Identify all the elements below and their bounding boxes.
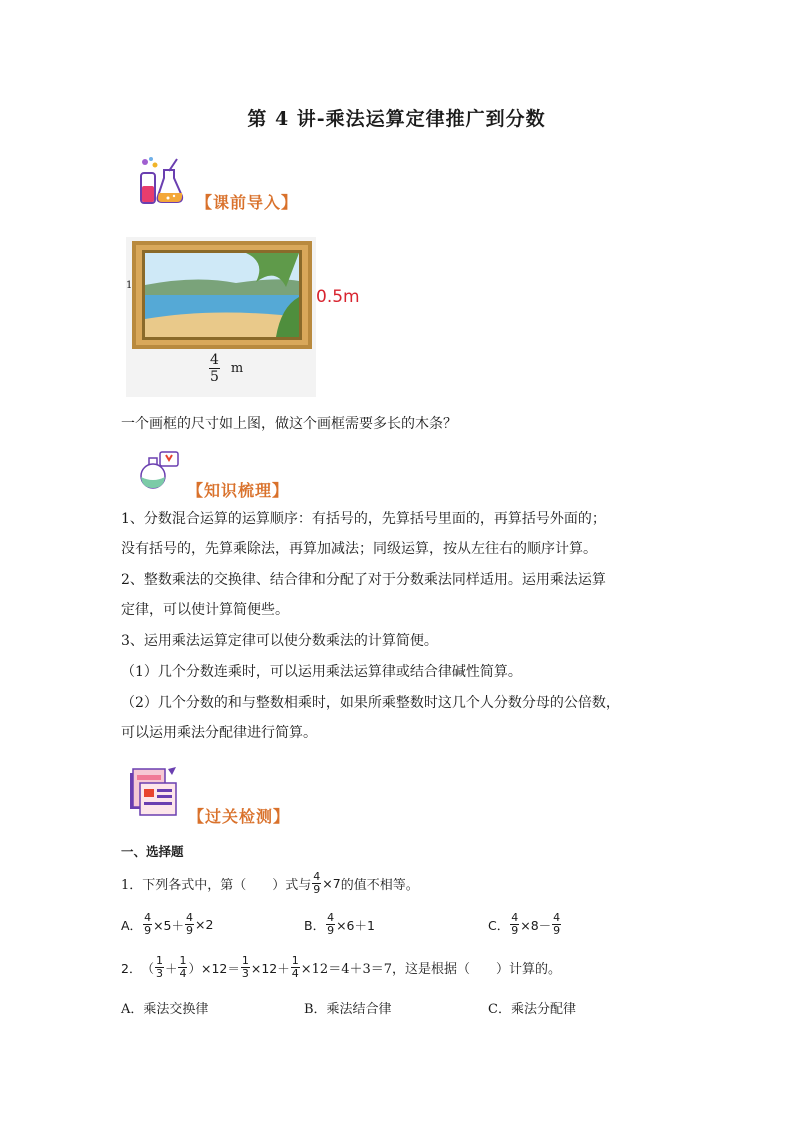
width-denominator: 5 <box>210 369 219 385</box>
frame-side-label: 1 <box>126 280 133 291</box>
fraction <box>510 912 519 937</box>
operator-text: ×12＋ <box>250 960 290 976</box>
section-intro-heading: 【课前导入】 <box>196 193 299 212</box>
numerator: 1 <box>179 954 187 967</box>
knowledge-line: 定律，可以使计算简便些。 <box>121 602 289 618</box>
width-unit: m <box>230 361 244 376</box>
operator-text: ＋ <box>164 960 178 976</box>
q1-expr-tail: ×7 <box>322 876 341 891</box>
numerator: 1 <box>155 954 163 967</box>
denominator: 9 <box>553 924 561 937</box>
page-title: 第 4 讲-乘法运算定律推广到分数 <box>247 108 546 130</box>
fraction <box>326 912 335 937</box>
q1-frac-num: 4 <box>313 870 321 883</box>
knowledge-line: 3、运用乘法运算定律可以使分数乘法的计算简便。 <box>121 633 438 649</box>
q1-option-c[interactable] <box>488 912 562 937</box>
exercise-heading: 一、选择题 <box>121 844 184 859</box>
width-numerator: 4 <box>210 352 219 368</box>
q2-tail: ×12＝4＋3＝7，这是根据（ ）计算的。 <box>300 962 562 977</box>
denominator: 4 <box>179 967 187 980</box>
q1-option-a[interactable] <box>121 912 213 937</box>
denominator: 9 <box>327 924 335 937</box>
fraction <box>178 955 187 980</box>
numerator: 4 <box>186 911 193 924</box>
q2-option-a[interactable]: A．乘法交换律 <box>121 1002 209 1017</box>
question-1 <box>121 871 419 896</box>
width-fraction <box>209 352 220 385</box>
operator-text: ）×12＝ <box>188 960 240 976</box>
operator-text: ×8－ <box>520 917 552 933</box>
denominator: 9 <box>144 924 152 937</box>
q2-option-b[interactable]: B．乘法结合律 <box>304 1002 392 1017</box>
intro-question: 一个画框的尺寸如上图，做这个画框需要多长的木条？ <box>121 416 457 432</box>
numerator: 4 <box>553 911 561 924</box>
q1-option-b[interactable] <box>304 912 375 937</box>
q1-fraction <box>312 871 321 896</box>
q2-number: 2． <box>121 960 142 976</box>
question-2 <box>121 955 561 980</box>
knowledge-line: 没有括号的，先算乘除法，再算加减法；同级运算，按从左往右的顺序计算。 <box>121 541 597 557</box>
frame-height-label: 0.5m <box>316 287 360 307</box>
numerator: 1 <box>291 954 299 967</box>
denominator: 3 <box>155 967 163 980</box>
fraction <box>155 955 164 980</box>
operator-text: ×2 <box>195 917 214 932</box>
knowledge-line: （2）几个分数的和与整数相乘时，如果所乘整数时这几个人分数分母的公倍数， <box>121 695 620 711</box>
operator-text: ×5＋ <box>153 917 184 933</box>
section-knowledge-heading: 【知识梳理】 <box>187 481 290 500</box>
fraction <box>552 912 561 937</box>
knowledge-line: 2、整数乘法的交换律、结合律和分配了对于分数乘法同样适用。运用乘法运算 <box>121 572 606 588</box>
operator-text: ×6＋1 <box>336 917 375 933</box>
numerator: 4 <box>327 911 335 924</box>
numerator: 1 <box>241 954 249 967</box>
fraction <box>291 955 300 980</box>
denominator: 9 <box>186 924 193 937</box>
potion-icon <box>136 450 180 490</box>
numerator: 4 <box>144 911 152 924</box>
section-check-heading: 【过关检测】 <box>188 807 291 826</box>
knowledge-line: 可以运用乘法分配律进行简算。 <box>121 725 317 741</box>
q2-option-c[interactable]: C．乘法分配律 <box>488 1002 576 1017</box>
option-label: B． <box>304 917 326 933</box>
q2-paren-open: （ <box>141 960 154 976</box>
denominator: 3 <box>241 967 249 980</box>
q1-frac-den: 9 <box>313 883 321 896</box>
numerator: 4 <box>511 911 519 924</box>
fraction <box>143 912 152 937</box>
flask-icon <box>136 156 186 206</box>
option-label: C． <box>488 917 510 933</box>
fraction <box>241 955 250 980</box>
knowledge-line: （1）几个分数连乘时，可以运用乘法运算律或结合律碱性简算。 <box>121 664 522 680</box>
frame-width-label <box>208 352 243 385</box>
denominator: 4 <box>291 967 299 980</box>
q1-prefix: 1．下列各式中，第（ ）式与 <box>121 878 312 893</box>
option-label: A． <box>121 917 143 933</box>
q1-suffix: 的值不相等。 <box>340 878 419 893</box>
denominator: 9 <box>511 924 519 937</box>
document-icon <box>128 765 178 817</box>
fraction <box>185 912 194 937</box>
knowledge-line: 1、分数混合运算的运算顺序：有括号的，先算括号里面的，再算括号外面的； <box>121 511 606 527</box>
